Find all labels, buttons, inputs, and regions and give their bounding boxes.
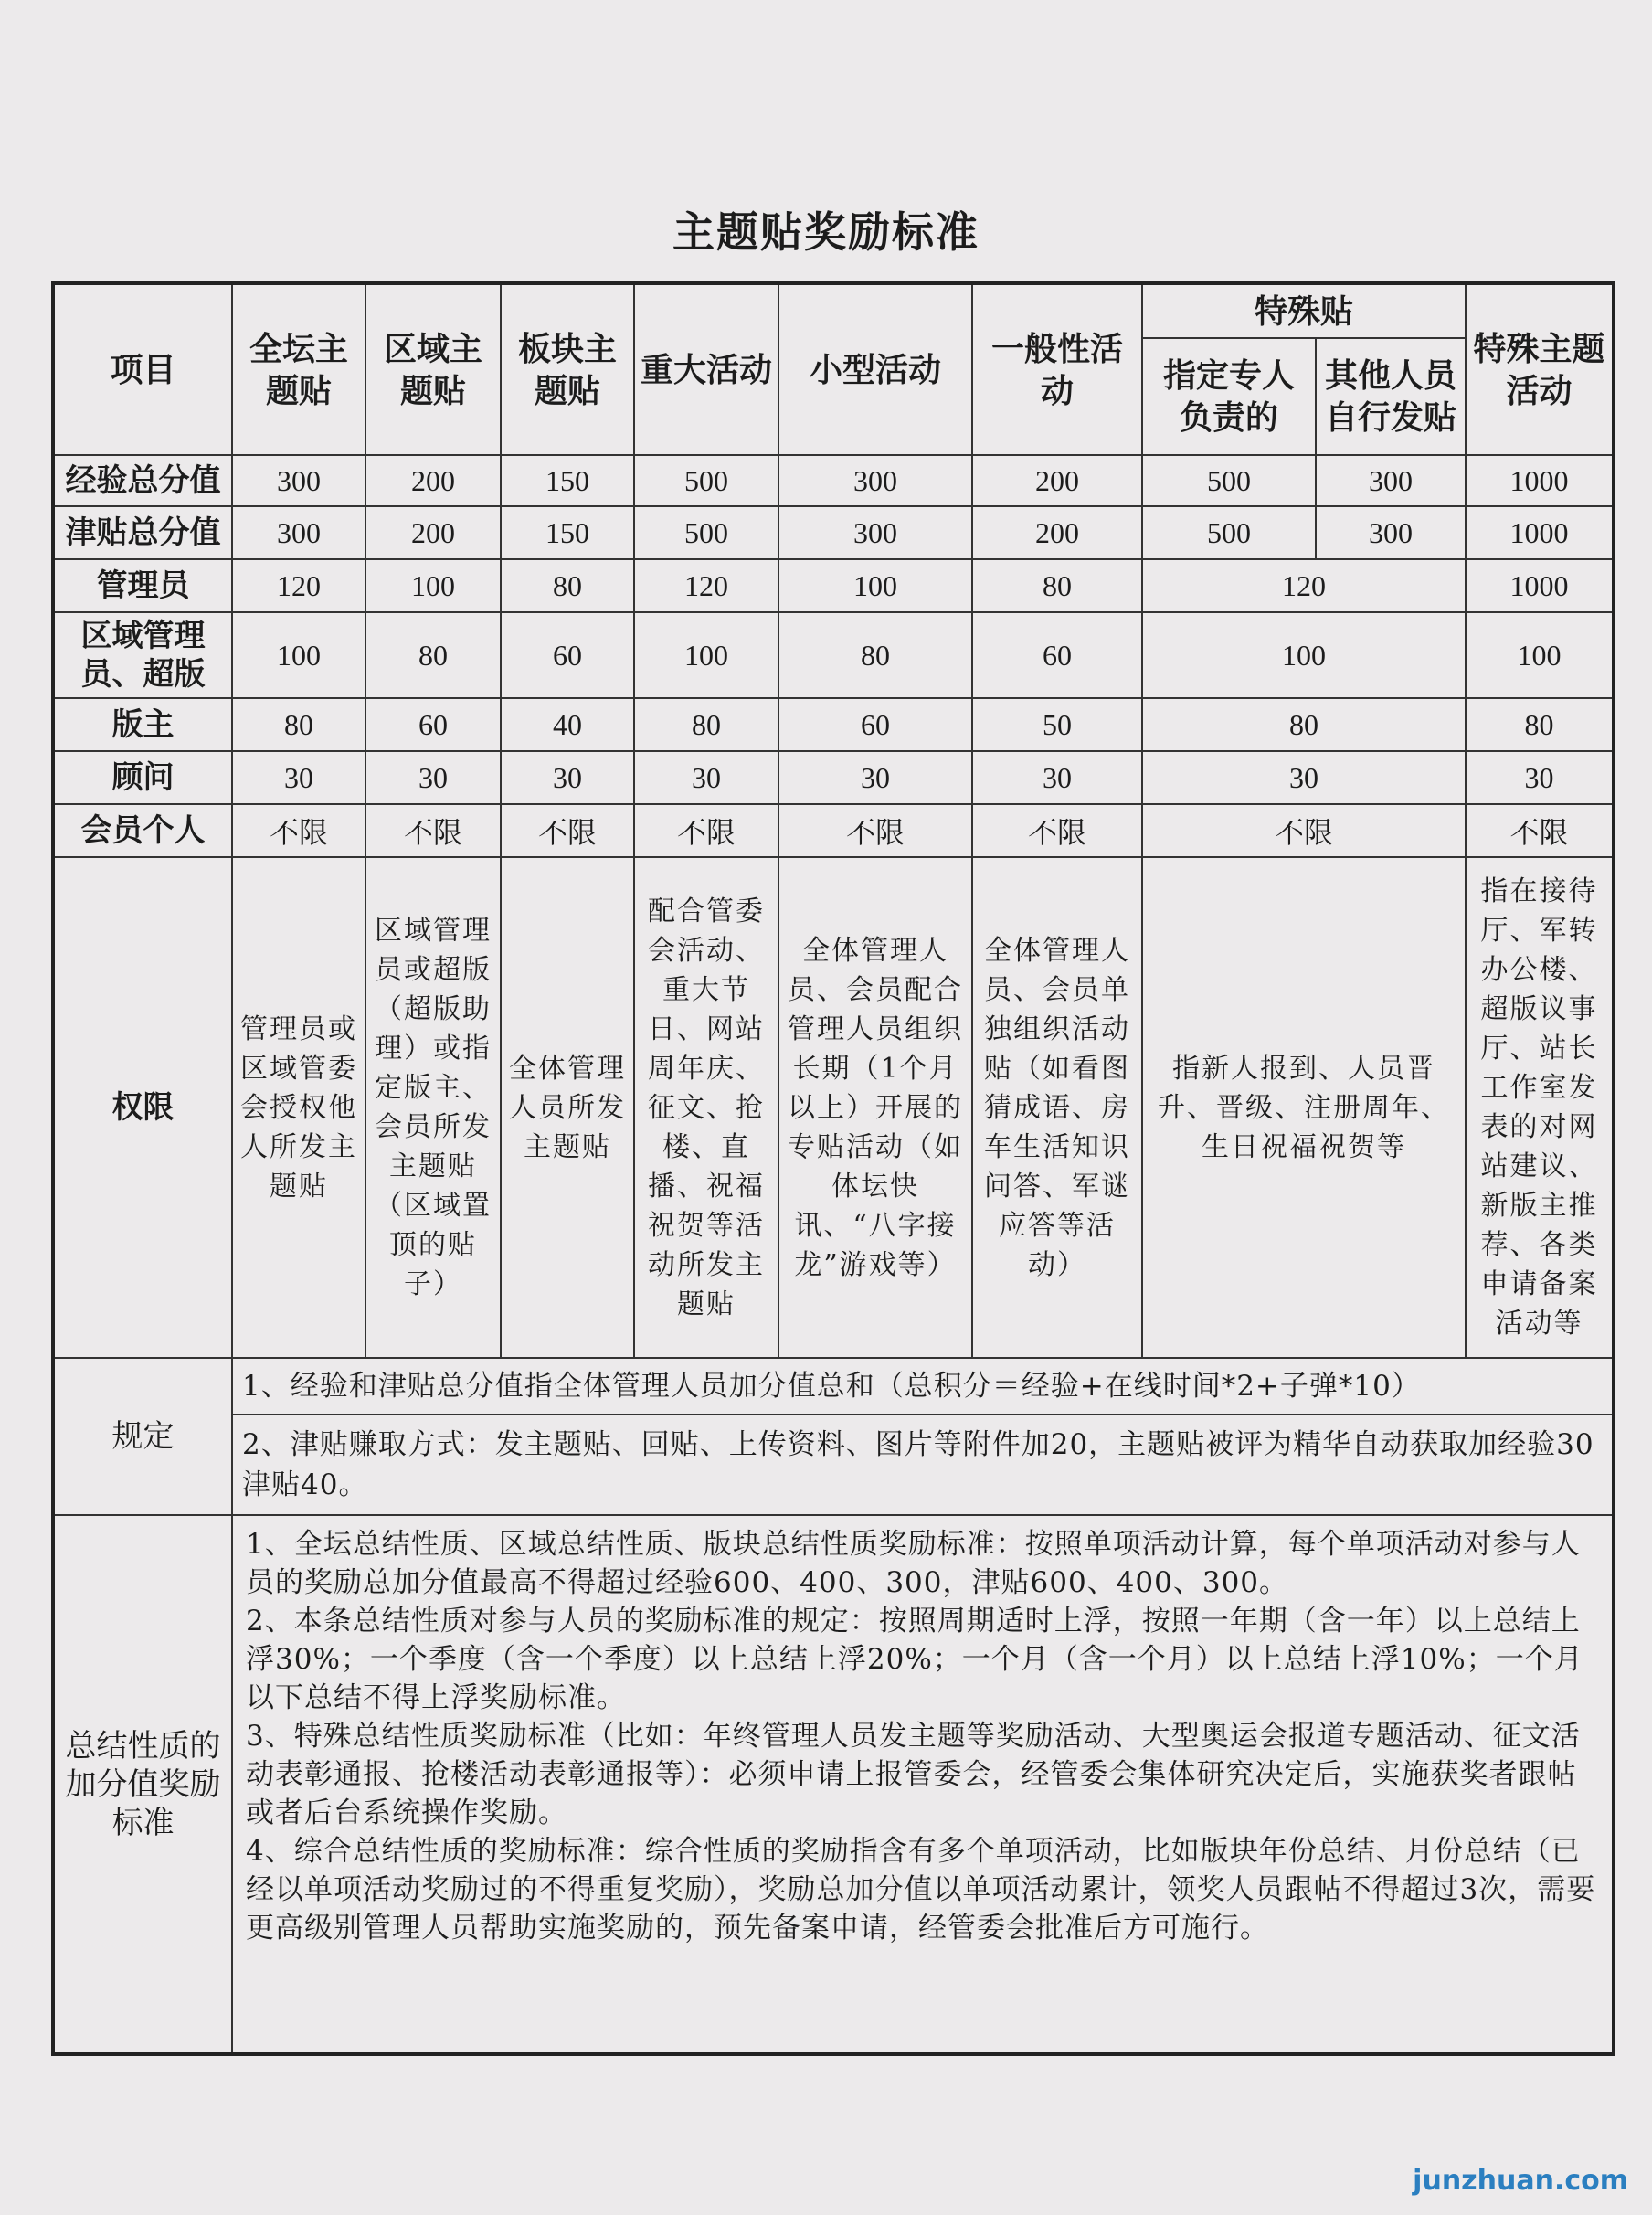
cell-value: 300 [232, 506, 365, 559]
table-row [53, 804, 1614, 857]
cell-value: 80 [365, 612, 501, 698]
cell-value: 30 [1142, 751, 1466, 804]
rule-item: 2、津贴赚取方式：发主题贴、回贴、上传资料、图片等附件加20，主题贴被评为精华自动获取加经验30津贴40。 [232, 1415, 1614, 1515]
cell-value: 80 [1142, 698, 1466, 751]
summary-text [232, 1515, 1614, 2054]
header-item: 项目 [53, 283, 232, 455]
cell-value: 300 [1316, 455, 1466, 506]
header-small-activity: 小型活动 [778, 283, 972, 455]
watermark: junzhuan.com [1413, 2165, 1628, 2197]
cell-value: 40 [501, 698, 634, 751]
cell-value: 300 [232, 455, 365, 506]
cell-value: 80 [1466, 698, 1614, 751]
summary-item: 3、特殊总结性质奖励标准（比如：年终管理人员发主题等奖励活动、大型奥运会报道专题活动、征文活动表彰通报、抢楼活动表彰通报等）：必须申请上报管委会，经管委会集体研究决定后，实施获奖者跟帖或者后台系统操作奖励。 [246, 1720, 1581, 1829]
cell-value: 120 [232, 559, 365, 612]
reward-table [51, 281, 1615, 2056]
permission-cell: 全体管理人员、会员单独组织活动贴（如看图猜成语、房车生活知识问答、军谜应答等活动） [972, 857, 1142, 1358]
cell-value: 100 [365, 559, 501, 612]
permissions-row [53, 857, 1614, 1358]
rules-row [53, 1358, 1614, 1415]
cell-value: 500 [1142, 506, 1316, 559]
header-major-activity: 重大活动 [634, 283, 778, 455]
permission-cell: 指新人报到、人员晋升、晋级、注册周年、生日祝福祝贺等 [1142, 857, 1466, 1358]
cell-value: 30 [778, 751, 972, 804]
permission-cell: 管理员或区域管委会授权他人所发主题贴 [232, 857, 365, 1358]
cell-value: 200 [972, 506, 1142, 559]
cell-value: 30 [232, 751, 365, 804]
cell-value: 30 [365, 751, 501, 804]
cell-value: 80 [634, 698, 778, 751]
cell-value: 120 [634, 559, 778, 612]
cell-value: 1000 [1466, 455, 1614, 506]
header-board-post: 板块主题贴 [501, 283, 634, 455]
row-label: 顾问 [53, 751, 232, 804]
header-special-assigned: 指定专人负责的 [1142, 338, 1316, 455]
table-row [53, 506, 1614, 559]
row-label: 管理员 [53, 559, 232, 612]
cell-value: 不限 [232, 804, 365, 857]
cell-value: 不限 [778, 804, 972, 857]
header-special-others: 其他人员自行发贴 [1316, 338, 1466, 455]
table-row [53, 455, 1614, 506]
cell-value: 60 [501, 612, 634, 698]
cell-value: 60 [778, 698, 972, 751]
cell-value: 80 [778, 612, 972, 698]
permission-cell: 区域管理员或超版（超版助理）或指定版主、会员所发主题贴（区域置顶的贴子） [365, 857, 501, 1358]
cell-value: 500 [634, 455, 778, 506]
summary-row [53, 1515, 1614, 2054]
cell-value: 1000 [1466, 559, 1614, 612]
table-row [53, 612, 1614, 698]
cell-value: 100 [1466, 612, 1614, 698]
header-region-post: 区域主题贴 [365, 283, 501, 455]
cell-value: 80 [501, 559, 634, 612]
header-special-theme: 特殊主题活动 [1466, 283, 1614, 455]
header-special-post: 特殊贴 [1142, 283, 1466, 338]
cell-value: 300 [778, 455, 972, 506]
cell-value: 不限 [1142, 804, 1466, 857]
row-label: 总结性质的加分值奖励标准 [53, 1515, 232, 2054]
table-row [53, 698, 1614, 751]
cell-value: 500 [1142, 455, 1316, 506]
header-row [53, 283, 1614, 338]
header-general-activity: 一般性活动 [972, 283, 1142, 455]
cell-value: 300 [778, 506, 972, 559]
cell-value: 500 [634, 506, 778, 559]
cell-value: 60 [365, 698, 501, 751]
cell-value: 100 [634, 612, 778, 698]
row-label: 版主 [53, 698, 232, 751]
table-row [53, 559, 1614, 612]
cell-value: 100 [232, 612, 365, 698]
row-label: 规定 [53, 1358, 232, 1515]
cell-value: 30 [501, 751, 634, 804]
row-label: 津贴总分值 [53, 506, 232, 559]
cell-value: 200 [365, 506, 501, 559]
summary-item: 2、本条总结性质对参与人员的奖励标准的规定：按照周期适时上浮，按照一年期（含一年）以上总结上浮30%；一个季度（含一个季度）以上总结上浮20%；一个月（含一个月）以上总结上浮10%；一个月以下总结不得上浮奖励标准。 [246, 1605, 1583, 1714]
cell-value: 50 [972, 698, 1142, 751]
rules-row [53, 1415, 1614, 1515]
permission-cell: 全体管理人员所发主题贴 [501, 857, 634, 1358]
rule-item: 1、经验和津贴总分值指全体管理人员加分值总和（总积分＝经验+在线时间*2+子弹*10） [232, 1358, 1614, 1415]
cell-value: 80 [232, 698, 365, 751]
cell-value: 150 [501, 455, 634, 506]
row-label: 经验总分值 [53, 455, 232, 506]
cell-value: 不限 [365, 804, 501, 857]
cell-value: 不限 [972, 804, 1142, 857]
page-title: 主题贴奖励标准 [672, 207, 980, 257]
summary-item: 4、综合总结性质的奖励标准：综合性质的奖励指含有多个单项活动，比如版块年份总结、月份总结（已经以单项活动奖励过的不得重复奖励），奖励总加分值以单项活动累计，领奖人员跟帖不得超过3次，需要更高级别管理人员帮助实施奖励的，预先备案申请，经管委会批准后方可施行。 [246, 1835, 1596, 1945]
cell-value: 200 [972, 455, 1142, 506]
cell-value: 60 [972, 612, 1142, 698]
cell-value: 不限 [501, 804, 634, 857]
cell-value: 200 [365, 455, 501, 506]
cell-value: 30 [1466, 751, 1614, 804]
cell-value: 150 [501, 506, 634, 559]
cell-value: 1000 [1466, 506, 1614, 559]
header-forum-post: 全坛主题贴 [232, 283, 365, 455]
cell-value: 80 [972, 559, 1142, 612]
row-label: 权限 [53, 857, 232, 1358]
summary-item: 1、全坛总结性质、区域总结性质、版块总结性质奖励标准：按照单项活动计算，每个单项活动对参与人员的奖励总加分值最高不得超过经验600、400、300，津贴600、400、300。 [246, 1528, 1581, 1599]
cell-value: 300 [1316, 506, 1466, 559]
permission-cell: 指在接待厅、军转办公楼、超版议事厅、站长工作室发表的对网站建议、新版主推荐、各类申请备案活动等 [1466, 857, 1614, 1358]
cell-value: 100 [1142, 612, 1466, 698]
cell-value: 不限 [634, 804, 778, 857]
row-label: 会员个人 [53, 804, 232, 857]
cell-value: 30 [634, 751, 778, 804]
cell-value: 30 [972, 751, 1142, 804]
cell-value: 100 [778, 559, 972, 612]
permission-cell: 全体管理人员、会员配合管理人员组织长期（1个月以上）开展的专贴活动（如体坛快讯、“八字接龙”游戏等） [778, 857, 972, 1358]
table-row [53, 751, 1614, 804]
cell-value: 120 [1142, 559, 1466, 612]
permission-cell: 配合管委会活动、重大节日、网站周年庆、征文、抢楼、直播、祝福祝贺等活动所发主题贴 [634, 857, 778, 1358]
cell-value: 不限 [1466, 804, 1614, 857]
row-label: 区域管理员、超版 [53, 612, 232, 698]
